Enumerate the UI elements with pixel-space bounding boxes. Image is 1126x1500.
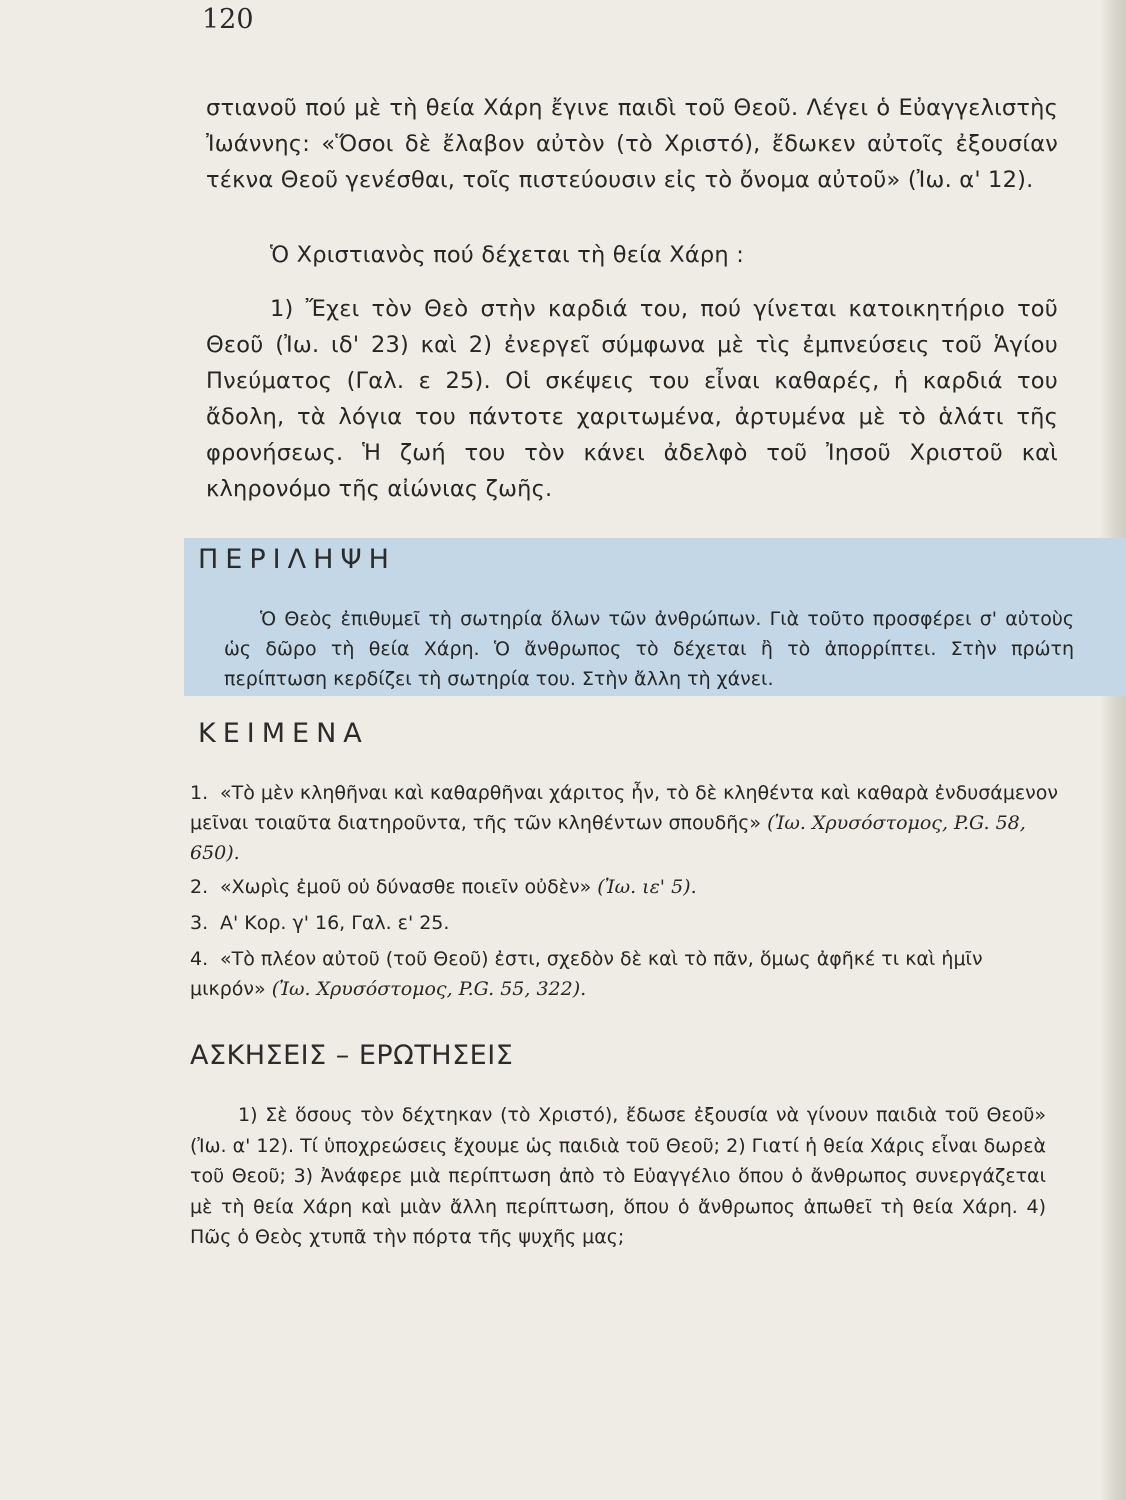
text-item-3: [190, 908, 1060, 938]
text-item-number: 2.: [190, 876, 209, 898]
paragraph-1: στιανοῦ πού μὲ τὴ θεία Χάρη ἔγινε παιδὶ τοῦ Θεοῦ. Λέγει ὁ Εὐαγγελιστὴς Ἰωάννης: «Ὅσοι δὲ ἔλαβον αὐτὸν (τὸ Χριστό), ἔδωκεν αὐτοῖς ἐξουσίαν τέκνα Θεοῦ γενέσθαι, τοῖς πιστεύουσιν εἰς τὸ ὄνομα αὐτοῦ» (Ἰω. α' 12).: [206, 95, 1058, 193]
texts-heading: ΚΕΙΜΕΝΑ: [198, 718, 369, 749]
text-item-1: [190, 778, 1060, 868]
exercises-text: 1) Σὲ ὅσους τὸν δέχτηκαν (τὸ Χριστό), ἔδωσε ἐξουσία νὰ γίνουν παιδιὰ τοῦ Θεοῦ» (Ἰω. α' 12). Τί ὑποχρεώσεις ἔχουμε ὡς παιδιὰ τοῦ Θεοῦ; 2) Γιατί ἡ θεία Χάρις εἶναι δωρεὰ τοῦ Θεοῦ; 3) Ἀνάφερε μιὰ περίπτωση ἀπὸ τὸ Εὐαγγέλιο ὅπου ὁ ἄνθρωπος συνεργάζεται μὲ τὴ θεία Χάρη καὶ μιὰν ἄλλη περίπτωση, ὅπου ὁ ἄνθρωπος ἀπωθεῖ τὴ θεία Χάρη. 4) Πῶς ὁ Θεὸς χτυπᾶ τὴν πόρτα τῆς ψυχῆς μας;: [190, 1104, 1046, 1248]
text-item-number: 3.: [190, 912, 209, 934]
text-item-4: [190, 944, 1060, 1004]
text-item-number: 1.: [190, 782, 209, 804]
page-number: 120: [202, 4, 254, 35]
page-edge-shadow: [1100, 0, 1126, 1500]
text-item-body: «Τὸ πλέον αὐτοῦ (τοῦ Θεοῦ) ἐστι, σχεδὸν δὲ καὶ τὸ πᾶν, ὅμως ἀφῆκέ τι καὶ ἡμῖν μικρόν»: [190, 948, 983, 1000]
summary-heading: ΠΕΡΙΛΗΨΗ: [198, 544, 396, 575]
text-item-body: «Χωρὶς ἐμοῦ οὐ δύνασθε ποιεῖν οὐδὲν»: [220, 876, 592, 898]
paragraph-3: 1) Ἔχει τὸν Θεὸ στὴν καρδιά του, πού γίνεται κατοικητήριο τοῦ Θεοῦ (Ἰω. ιδ' 23) καὶ 2) ἐνεργεῖ σύμφωνα μὲ τὶς ἐμπνεύσεις τοῦ Ἁγίου Πνεύματος (Γαλ. ε 25). Οἱ σκέψεις του εἶναι καθαρές, ἡ καρδιά του ἄδολη, τὰ λόγια του πάντοτε χαριτωμένα, ἀρτυμένα μὲ τὸ ἁλάτι τῆς φρονήσεως. Ἡ ζωή του τὸν κάνει ἀδελφὸ τοῦ Ἰησοῦ Χριστοῦ καὶ κληρονόμο τῆς αἰώνιας ζωῆς.: [206, 296, 1058, 502]
summary-text: Ὁ Θεὸς ἐπιθυμεῖ τὴ σωτηρία ὅλων τῶν ἀνθρώπων. Γιὰ τοῦτο προσφέρει σ' αὐτοὺς ὡς δῶρο τὴ θεία Χάρη. Ὁ ἄνθρωπος τὸ δέχεται ἢ τὸ ἀπορρίπτει. Στὴν πρώτη περίπτωση κερδίζει τὴ σωτηρία του. Στὴν ἄλλη τὴ χάνει.: [224, 608, 1074, 690]
text-item-number: 4.: [190, 948, 209, 970]
text-item-citation: (Ἰω. Χρυσόστομος, P.G. 55, 322).: [271, 978, 587, 1000]
text-item-2: [190, 872, 1060, 902]
paragraph-2: Ὁ Χριστιανὸς πού δέχεται τὴ θεία Χάρη :: [270, 242, 745, 268]
text-item-citation: (Ἰω. Χρυσόστομος, P.G. 58, 650).: [190, 812, 1026, 864]
text-item-citation: (Ἰω. ιε' 5).: [597, 876, 697, 898]
text-item-body: «Τὸ μὲν κληθῆναι καὶ καθαρθῆναι χάριτος ἦν, τὸ δὲ κληθέντα καὶ καθαρὰ ἐνδυσάμενον μεῖναι τοιαῦτα διατηροῦντα, τῆς τῶν κληθέντων σπουδῆς»: [190, 782, 1059, 834]
text-item-body: Α' Κορ. γ' 16, Γαλ. ε' 25.: [220, 912, 450, 934]
exercises-heading: ΑΣΚΗΣΕΙΣ – ΕΡΩΤΗΣΕΙΣ: [190, 1040, 514, 1071]
